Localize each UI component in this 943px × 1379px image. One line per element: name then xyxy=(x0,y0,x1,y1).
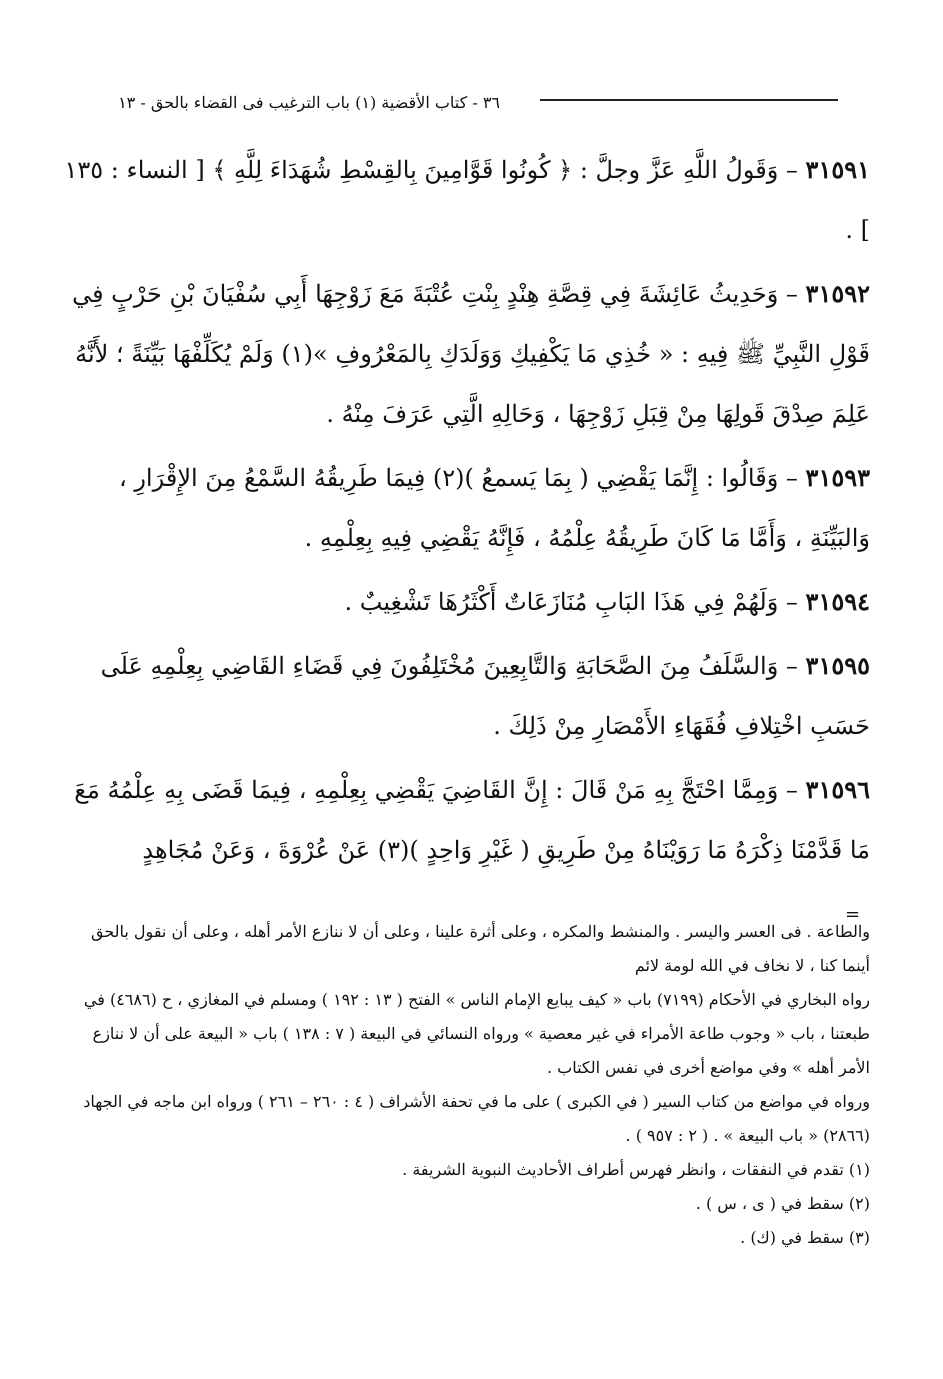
paragraph-31591 xyxy=(60,140,870,260)
paragraph-31595 xyxy=(60,636,870,756)
paragraph-text: – وَقَالُوا : إِنَّمَا يَقْضِي ( بِمَا يَسمعُ )(٢) فِيمَا طَرِيقُهُ السَّمْعُ مِنَ الإِقْرَارِ ، وَالبَيِّنَةِ ، وَأَمَّا مَا كَانَ طَرِيقُهُ عِلْمُهُ ، فَإِنَّهُ يَقْضِي فِيهِ بِعِلْمِهِ . xyxy=(118,464,870,552)
paragraph-number: ٣١٥٩٤ xyxy=(805,587,870,616)
footnote-2: (٢) سقط في ( ى ، س ) . xyxy=(695,1194,870,1213)
footnote-3: (٣) سقط في (ك) . xyxy=(740,1228,870,1247)
footnote-body-paragraph: ورواه في مواضع من كتاب السير ( في الكبرى ) على ما في تحفة الأشراف ( ٤ : ٢٦٠ – ٢٦١ ) ورواه ابن ماجه في الجهاد (٢٨٦٦) « باب البيعة » . ( ٢ : ٩٥٧ ) . xyxy=(83,1092,870,1145)
footnotes-section xyxy=(60,915,870,1255)
paragraph-text: – وَالسَّلَفُ مِنَ الصَّحَابَةِ وَالتَّابِعِينَ مُخْتَلِفُونَ فِي قَضَاءِ القَاضِي بِعِلْمِهِ عَلَى حَسَبِ اخْتِلافِ فُقَهَاءِ الأَمْصَارِ مِنْ ذَلِكَ . xyxy=(100,652,870,740)
paragraph-31594 xyxy=(60,572,870,632)
paragraph-number: ٣١٥٩١ xyxy=(805,155,870,184)
footnote-continuation-mark: = xyxy=(845,904,861,925)
running-header: ٣٦ - كتاب الأقضية (١) باب الترغيب فى القضاء بالحق - ١٣ xyxy=(118,93,500,112)
paragraph-31596 xyxy=(60,760,870,880)
paragraph-number: ٣١٥٩٢ xyxy=(805,279,870,308)
paragraph-31593 xyxy=(60,448,870,568)
main-text xyxy=(60,140,870,884)
footnote-body-paragraph: والطاعة . فى العسر واليسر . والمنشط والمكره ، وعلى أثرة علينا ، وعلى أن لا ننازع الأمر أهله ، وعلى أن نقول بالحق أينما كنا ، لا نخاف في الله لومة لائم xyxy=(90,922,870,975)
paragraph-number: ٣١٥٩٦ xyxy=(805,775,870,804)
paragraph-text: – وَقَولُ اللَّهِ عَزَّ وجلَّ : ﴿ كُونُوا قَوَّامِينَ بِالقِسْطِ شُهَدَاءَ لِلَّهِ ﴾ [ النساء : ١٣٥ ] . xyxy=(64,156,870,244)
paragraph-text: – وَحَدِيثُ عَائِشَةَ فِي قِصَّةِ هِنْدٍ بِنْتِ عُتْبَةَ مَعَ زَوْجِهَا أَبِي سُفْيَانَ بْنِ حَرْبٍ فِي قَوْلِ النَّبِيِّ ﷺ فِيهِ : « خُذِي مَا يَكْفِيكِ وَوَلَدَكِ بِالمَعْرُوفِ »(١) وَلَمْ يُكَلِّفْهَا بَيِّنَةً ؛ لأَنَّهُ عَلِمَ صِدْقَ قَولِهَا مِنْ قِبَلِ زَوْجِهَا ، وَحَالِهِ الَّتِي عَرَفَ مِنْهُ . xyxy=(72,280,870,428)
paragraph-31592 xyxy=(60,264,870,444)
paragraph-number: ٣١٥٩٥ xyxy=(805,651,870,680)
footnote-1: (١) تقدم في النفقات ، وانظر فهرس أطراف الأحاديث النبوية الشريفة . xyxy=(402,1160,870,1179)
paragraph-text: – وَمِمَّا احْتَجَّ بِهِ مَنْ قَالَ : إِنَّ القَاضِيَ يَقْضِي بِعِلْمِهِ ، فِيمَا قَضَى بِهِ عِلْمُهُ مَعَ مَا قَدَّمْنَا ذِكْرَهُ مَا رَوَيْنَاهُ مِنْ طَرِيقِ ( غَيْرِ وَاحِدٍ )(٣) عَنْ عُرْوَةَ ، وَعَنْ مُجَاهِدٍ xyxy=(74,776,870,864)
paragraph-number: ٣١٥٩٣ xyxy=(805,463,870,492)
paragraph-text: – وَلَهُمْ فِي هَذَا البَابِ مُنَازَعَاتٌ أَكْثَرُهَا تَشْغِيبٌ . xyxy=(344,588,806,616)
header-rule xyxy=(540,99,838,101)
footnote-body-paragraph: رواه البخاري في الأحكام (٧١٩٩) باب « كيف يبايع الإمام الناس » الفتح ( ١٣ : ١٩٢ ) ومسلم في المغازي ، ح (٤٦٨٦) في طبعتنا ، باب « وجوب طاعة الأمراء في غير معصية » ورواه النسائي في البيعة ( ٧ : ١٣٨ ) باب « البيعة على أن لا ننازع الأمر أهله » وفي مواضع أخرى في نفس الكتاب . xyxy=(83,990,870,1077)
